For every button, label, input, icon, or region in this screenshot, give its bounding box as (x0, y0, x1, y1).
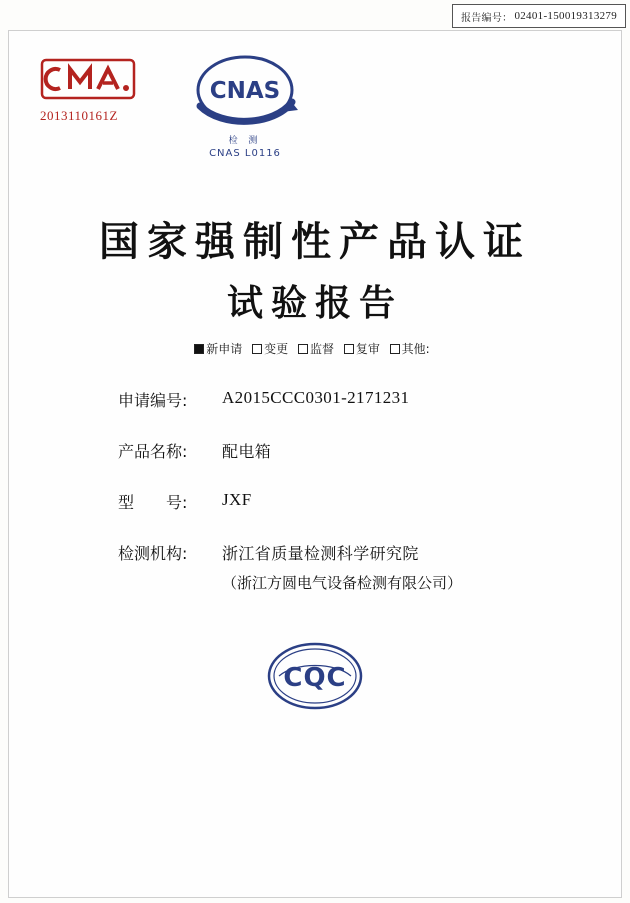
checkbox-new-label: 新申请 (206, 342, 243, 356)
field-label-model: 型 号: (118, 493, 188, 512)
page-title: 国家强制性产品认证 (99, 218, 531, 265)
application-type-row (0, 340, 630, 357)
field-model (118, 490, 558, 513)
report-number-value: 02401-150019313279 (514, 10, 618, 22)
cnas-code: CNAS L0116 (209, 148, 281, 159)
page-subtitle: 试验报告 (226, 282, 403, 324)
cqc-logo-icon (255, 636, 375, 716)
field-label-test-organization: 检测机构: (118, 544, 188, 563)
checkbox-supervise-icon[interactable] (298, 344, 308, 354)
cma-certificate-number: 2013110161Z (40, 108, 118, 123)
report-number-label: 报告编号： (460, 12, 513, 24)
field-product-name (118, 439, 558, 462)
checkbox-change-label: 变更 (264, 342, 289, 356)
field-value-product-name: 配电箱 (222, 442, 272, 461)
cma-mark-block (40, 58, 160, 124)
checkbox-new-icon[interactable] (194, 344, 204, 354)
cnas-subtitle: 检 测 (228, 136, 262, 146)
checkbox-option-change[interactable] (252, 342, 288, 356)
checkbox-option-new[interactable] (194, 342, 242, 356)
field-label-product-name: 产品名称: (118, 442, 188, 461)
cnas-mark-block (180, 50, 310, 159)
checkbox-other-label: 其他: (401, 342, 430, 356)
checkbox-option-other[interactable] (390, 342, 430, 356)
field-test-organization (118, 541, 558, 593)
field-label-application-number: 申请编号: (118, 391, 188, 410)
svg-text:CQC: CQC (283, 663, 347, 693)
field-value-test-organization-second: （浙江方圆电气设备检测有限公司） (222, 574, 463, 592)
cma-logo-icon (40, 58, 136, 100)
checkbox-review-icon[interactable] (344, 344, 354, 354)
field-value-application-number: A2015CCC0301-2171231 (222, 388, 410, 407)
checkbox-option-review[interactable] (344, 342, 380, 356)
field-value-model: JXF (222, 490, 252, 509)
field-list (118, 388, 558, 621)
checkbox-other-icon[interactable] (390, 344, 400, 354)
field-value-test-organization: 浙江省质量检测科学研究院 (222, 544, 419, 563)
checkbox-option-supervise[interactable] (298, 342, 334, 356)
svg-text:CNAS: CNAS (209, 78, 281, 104)
checkbox-review-label: 复审 (355, 342, 380, 356)
checkbox-change-icon[interactable] (252, 344, 262, 354)
field-application-number (118, 388, 558, 411)
cnas-logo-icon (180, 50, 310, 139)
field-value-test-organization-block (222, 541, 462, 593)
report-number-box (452, 4, 626, 28)
checkbox-supervise-label: 监督 (309, 342, 334, 356)
